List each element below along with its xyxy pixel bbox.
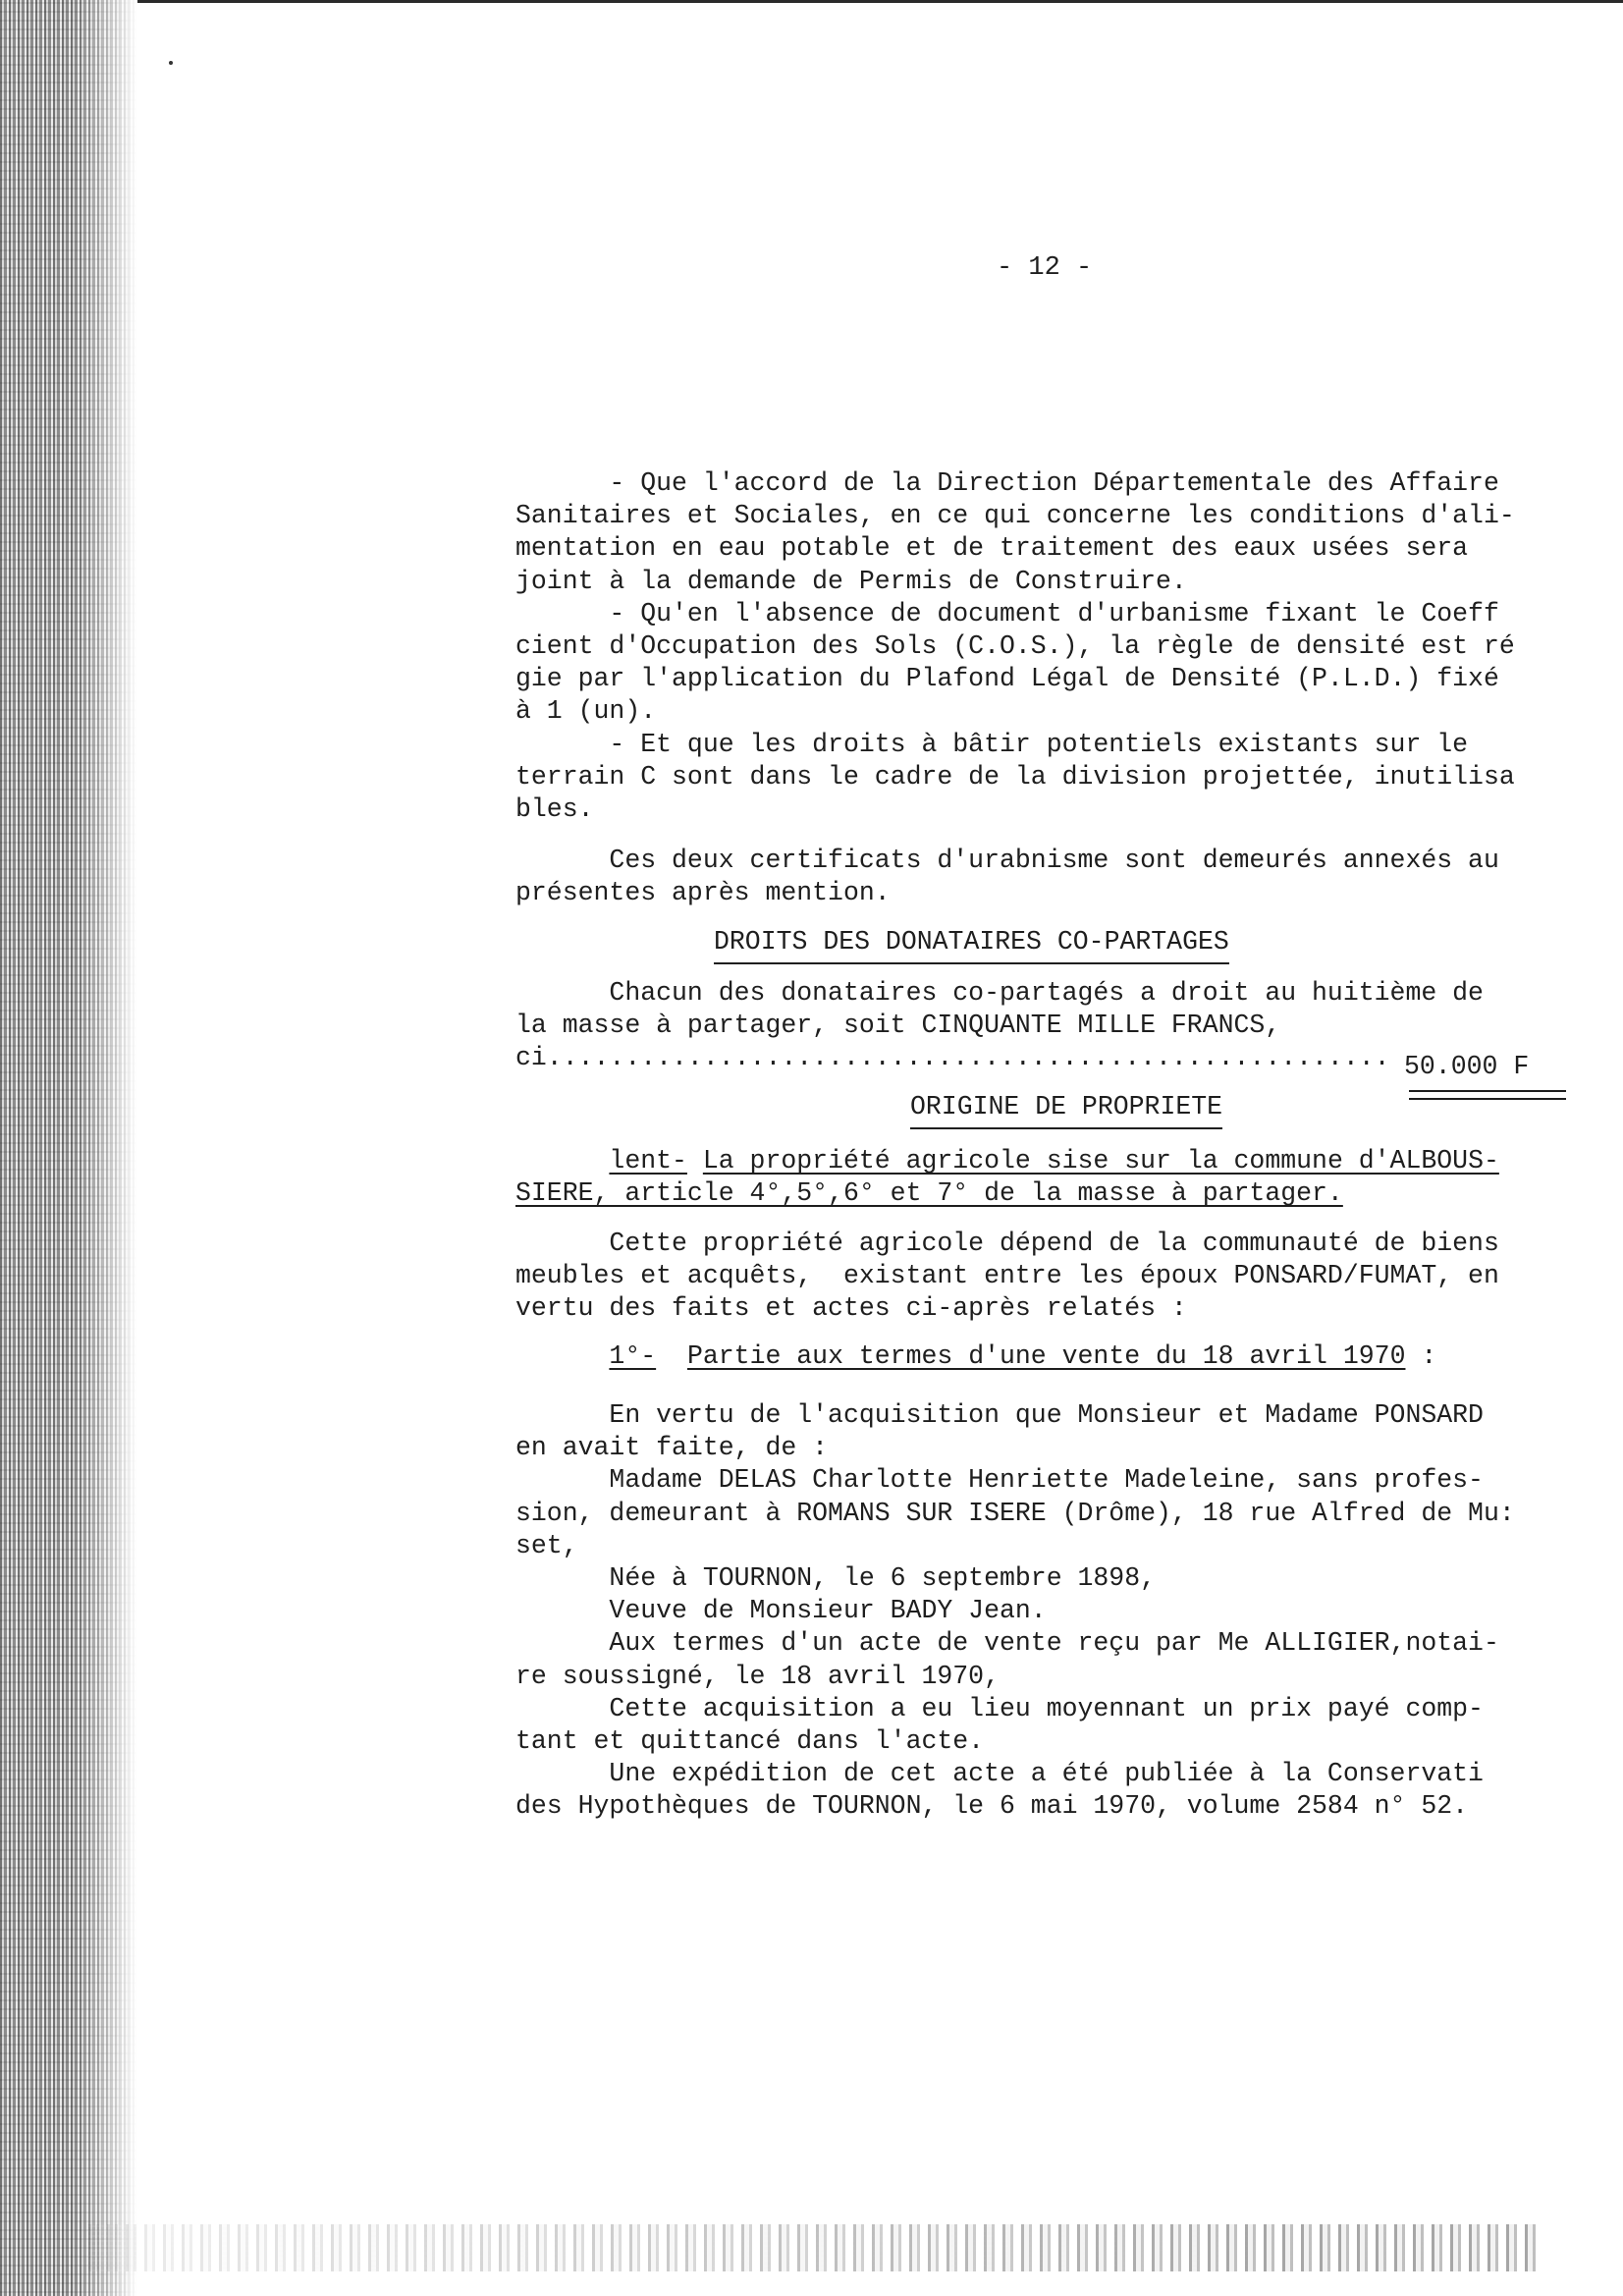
- text-line: Ces deux certificats d'urabnisme sont demeurés annexés au: [515, 846, 1499, 875]
- scan-edge-left: [0, 0, 137, 2296]
- underlined-text: SIERE, article 4°,5°,6° et 7° de la masse à partager.: [515, 1178, 1343, 1209]
- text-line: meubles et acquêts, existant entre les époux PONSARD/FUMAT, en: [515, 1261, 1499, 1291]
- text-line: en avait faite, de :: [515, 1433, 829, 1463]
- text-line: présentes après mention.: [515, 878, 891, 908]
- section-heading-droits: DROITS DES DONATAIRES CO-PARTAGES: [714, 927, 1229, 964]
- subheading-colon: :: [1405, 1341, 1437, 1371]
- subheading-number: 1°-: [609, 1341, 657, 1371]
- text-line: vertu des faits et actes ci-après relatés :: [515, 1293, 1187, 1324]
- subheading-vente: [515, 1340, 1605, 1373]
- text-line: bles.: [515, 794, 594, 825]
- text-line: Veuve de Monsieur BADY Jean.: [515, 1596, 1047, 1626]
- section-heading-origine: ORIGINE DE PROPRIETE: [910, 1092, 1222, 1129]
- underlined-text: La propriété agricole sise sur la commune d'ALBOUS-: [702, 1146, 1499, 1175]
- text-line: [515, 1177, 1605, 1210]
- text-line: tant et quittancé dans l'acte.: [515, 1726, 985, 1757]
- paragraph-conditions: [515, 467, 1605, 826]
- text-line: Aux termes d'un acte de vente reçu par Me ALLIGIER,notai-: [515, 1628, 1499, 1659]
- text-line: Chacun des donataires co-partagés a droit au huitième de: [515, 978, 1484, 1008]
- text-line: En vertu de l'acquisition que Monsieur et Madame PONSARD: [515, 1400, 1484, 1430]
- paragraph-propriete: [515, 1145, 1605, 1210]
- scan-edge-top: [137, 0, 1623, 3]
- text-line: mentation en eau potable et de traitement des eaux usées sera: [515, 533, 1469, 564]
- double-underline: [1409, 1090, 1566, 1100]
- scan-edge-bottom: [88, 2224, 1542, 2271]
- page-number: - 12 -: [997, 253, 1093, 283]
- text-line: - Qu'en l'absence de document d'urbanisme fixant le Coeff: [515, 598, 1499, 629]
- text-line: [515, 1340, 1605, 1373]
- scan-speck: [169, 61, 173, 65]
- text-line: Cette acquisition a eu lieu moyennant un prix payé comp-: [515, 1693, 1484, 1723]
- text-line: sion, demeurant à ROMANS SUR ISERE (Drôme), 18 rue Alfred de Mu:: [515, 1498, 1515, 1528]
- text-line: [515, 1145, 1605, 1177]
- paragraph-communaute: [515, 1228, 1605, 1326]
- text-line: terrain C sont dans le cadre de la division projettée, inutilisa: [515, 761, 1515, 792]
- text-line: Une expédition de cet acte a été publiée à la Conservati: [515, 1759, 1484, 1789]
- text-line: ci......................................................: [515, 1043, 1390, 1073]
- text-line: re soussigné, le 18 avril 1970,: [515, 1661, 1000, 1691]
- text-line: à 1 (un).: [515, 696, 657, 727]
- text-line: Née à TOURNON, le 6 septembre 1898,: [515, 1563, 1157, 1594]
- text-line: des Hypothèques de TOURNON, le 6 mai 1970, volume 2584 n° 52.: [515, 1791, 1469, 1822]
- amount-value: 50.000 F: [1404, 1052, 1530, 1081]
- text-line: Cette propriété agricole dépend de la communauté de biens: [515, 1229, 1499, 1258]
- text-line: set,: [515, 1530, 578, 1560]
- text-line: Madame DELAS Charlotte Henriette Madeleine, sans profes-: [515, 1465, 1484, 1496]
- subheading-text: Partie aux termes d'une vente du 18 avril 1970: [686, 1341, 1406, 1371]
- text-line: joint à la demande de Permis de Construire.: [515, 566, 1187, 596]
- text-line: - Que l'accord de la Direction Départementale des Affaire: [515, 468, 1499, 498]
- underlined-prefix: lent-: [609, 1146, 687, 1175]
- text-line: gie par l'application du Plafond Légal de Densité (P.L.D.) fixé: [515, 664, 1499, 694]
- paragraph-acquisition: [515, 1399, 1605, 1824]
- text-line: - Et que les droits à bâtir potentiels existants sur le: [515, 729, 1469, 759]
- paragraph-certificats: [515, 845, 1605, 909]
- text-line: cient d'Occupation des Sols (C.O.S.), la règle de densité est ré: [515, 631, 1515, 662]
- text-line: Sanitaires et Sociales, en ce qui concerne les conditions d'ali-: [515, 501, 1515, 531]
- text-line: la masse à partager, soit CINQUANTE MILLE FRANCS,: [515, 1011, 1281, 1041]
